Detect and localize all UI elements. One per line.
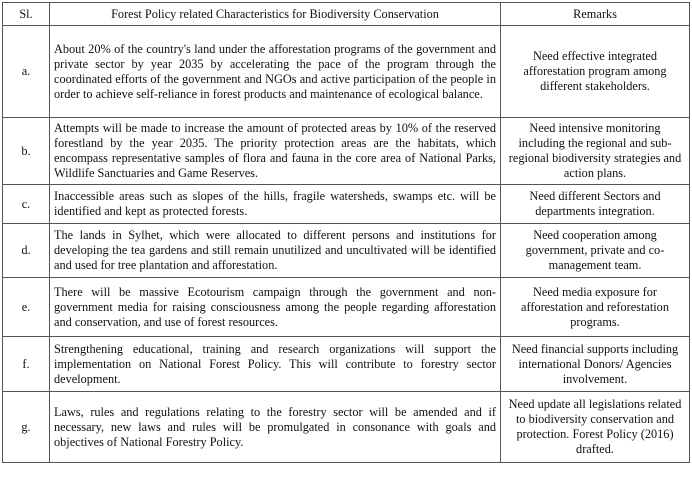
row-sl: d. bbox=[3, 224, 50, 278]
header-sl: Sl. bbox=[3, 3, 50, 26]
table-row bbox=[3, 185, 690, 224]
row-policy: Attempts will be made to increase the amount of protected areas by 10% of the reserved forestland by the year 2035. The priority protection areas are the habitats, which encompass representative samples of flora and fauna in the core area of National Parks, Wildlife Sanctuaries and Game Reserves. bbox=[50, 118, 501, 185]
row-remarks: Need update all legislations related to biodiversity conservation and protection. Forest Policy (2016) drafted. bbox=[501, 392, 690, 463]
row-sl: a. bbox=[3, 26, 50, 118]
row-remarks: Need intensive monitoring including the regional and sub-regional biodiversity strategies and action plans. bbox=[501, 118, 690, 185]
row-sl: g. bbox=[3, 392, 50, 463]
table-row bbox=[3, 392, 690, 463]
table-row bbox=[3, 278, 690, 337]
table-row bbox=[3, 118, 690, 185]
row-remarks: Need media exposure for afforestation and reforestation programs. bbox=[501, 278, 690, 337]
table-header bbox=[3, 3, 690, 26]
row-policy: Inaccessible areas such as slopes of the hills, fragile watersheds, swamps etc. will be identified and kept as protected forests. bbox=[50, 185, 501, 224]
row-policy: The lands in Sylhet, which were allocated to different persons and institutions for developing the tea gardens and still remain unutilized and uncultivated will be identified and used for tree plantation and afforestation. bbox=[50, 224, 501, 278]
forest-policy-table bbox=[2, 2, 690, 463]
row-sl: c. bbox=[3, 185, 50, 224]
row-remarks: Need financial supports including international Donors/ Agencies involvement. bbox=[501, 337, 690, 392]
row-remarks: Need cooperation among government, private and co-management team. bbox=[501, 224, 690, 278]
table-row bbox=[3, 224, 690, 278]
row-remarks: Need different Sectors and departments integration. bbox=[501, 185, 690, 224]
table-row bbox=[3, 337, 690, 392]
header-remarks: Remarks bbox=[501, 3, 690, 26]
row-sl: e. bbox=[3, 278, 50, 337]
row-remarks: Need effective integrated afforestation program among different stakeholders. bbox=[501, 26, 690, 118]
header-policy: Forest Policy related Characteristics for Biodiversity Conservation bbox=[50, 3, 501, 26]
row-sl: f. bbox=[3, 337, 50, 392]
header-row bbox=[3, 3, 690, 26]
row-sl: b. bbox=[3, 118, 50, 185]
table-row bbox=[3, 26, 690, 118]
row-policy: About 20% of the country's land under the afforestation programs of the government and private sector by year 2035 by accelerating the pace of the program through the coordinated efforts of the government and NGOs and active participation of the people in order to achieve self-reliance in forest products and maintenance of ecological balance. bbox=[50, 26, 501, 118]
row-policy: Strengthening educational, training and research organizations will support the implementation on National Forest Policy. This will contribute to forestry sector development. bbox=[50, 337, 501, 392]
row-policy: There will be massive Ecotourism campaign through the government and non-government media for raising consciousness among the people regarding afforestation and conservation, and use of forest resources. bbox=[50, 278, 501, 337]
row-policy: Laws, rules and regulations relating to the forestry sector will be amended and if necessary, new laws and rules will be promulgated in consonance with goals and objectives of National Forestry Policy. bbox=[50, 392, 501, 463]
table-body bbox=[3, 26, 690, 463]
